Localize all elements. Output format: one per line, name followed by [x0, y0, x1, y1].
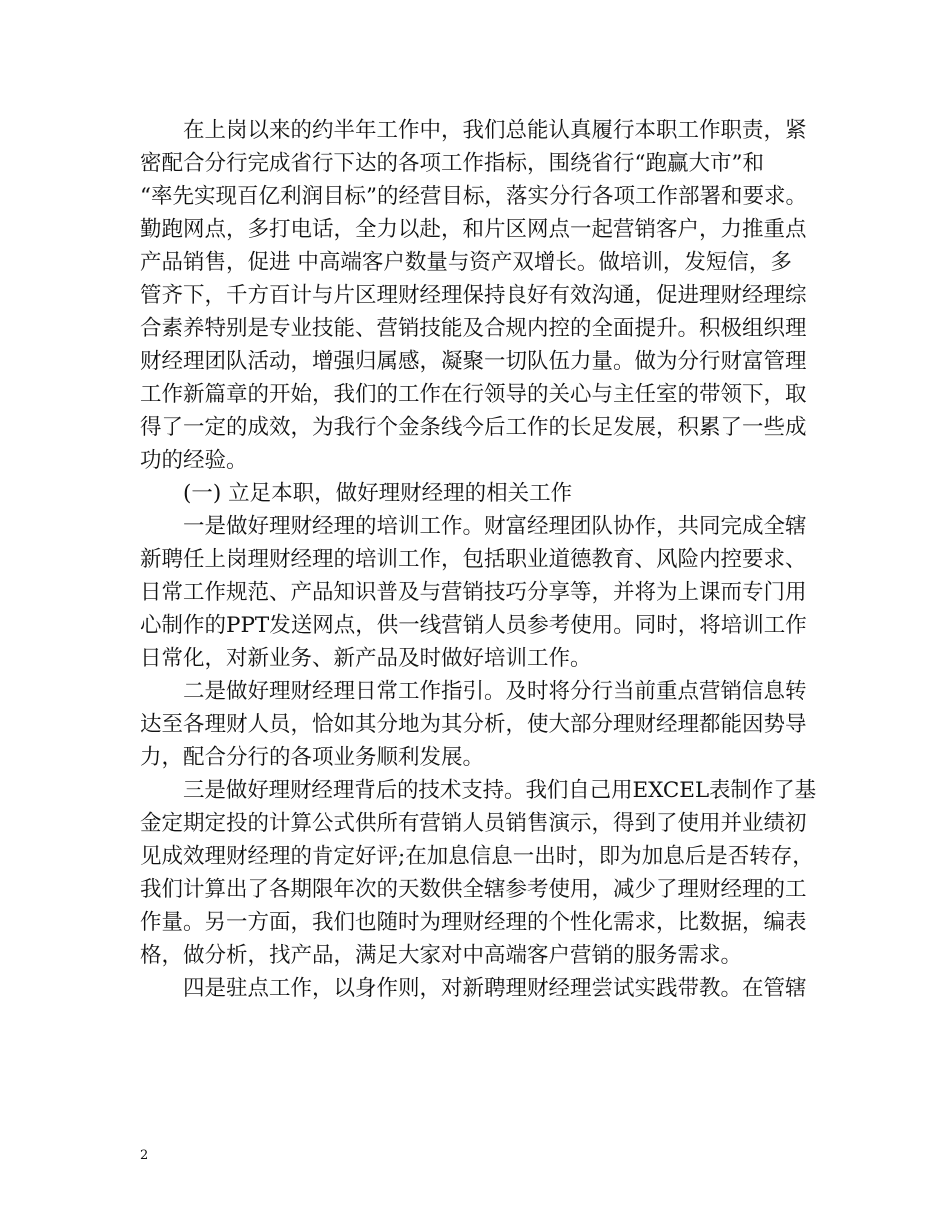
- text-line: 格，做分析，找产品，满足大家对中高端客户营销的服务需求。: [140, 943, 743, 968]
- text-line: 二是做好理财经理日常工作指引。及时将分行当前重点营销信息转: [183, 679, 807, 704]
- text-line: 功的经验。: [140, 448, 248, 473]
- text-line: 四是驻点工作，以身作则，对新聘理财经理尝试实践带教。在管辖: [183, 976, 807, 1001]
- text-line: 作量。另一方面，我们也随时为理财经理的个性化需求，比数据，编表: [140, 910, 807, 935]
- text-line: 在上岗以来的约半年工作中，我们总能认真履行本职工作职责，紧: [183, 118, 807, 143]
- text-line: 勤跑网点，多打电话，全力以赴，和片区网点一起营销客户，力推重点: [140, 217, 807, 242]
- text-line: 财经理团队活动，增强归属感，凝聚一切队伍力量。做为分行财富管理: [140, 349, 807, 374]
- text-line: 产品销售，促进 中高端客户数量与资产双增长。做培训，发短信，多: [140, 250, 792, 275]
- text-line: (一) 立足本职，做好理财经理的相关工作: [183, 481, 573, 506]
- body-text: [140, 114, 816, 1005]
- text-line: 见成效理财经理的肯定好评;在加息信息一出时，即为加息后是否转存，: [140, 844, 814, 869]
- text-line: 力，配合分行的各项业务顺利发展。: [140, 745, 485, 770]
- text-line: 心制作的PPT发送网点，供一线营销人员参考使用。同时，将培训工作: [140, 613, 807, 638]
- text-line: 我们计算出了各期限年次的天数供全辖参考使用，减少了理财经理的工: [140, 877, 807, 902]
- text-line: 日常化，对新业务、新产品及时做好培训工作。: [140, 646, 592, 671]
- text-line: 合素养特别是专业技能、营销技能及合规内控的全面提升。积极组织理: [140, 316, 807, 341]
- page-number: 2: [140, 1148, 149, 1163]
- text-line: 新聘任上岗理财经理的培训工作，包括职业道德教育、风险内控要求、: [140, 547, 807, 572]
- text-line: 管齐下，千方百计与片区理财经理保持良好有效沟通，促进理财经理综: [140, 283, 807, 308]
- text-line: 三是做好理财经理背后的技术支持。我们自己用EXCEL表制作了基: [183, 778, 817, 803]
- text-line: 工作新篇章的开始，我们的工作在行领导的关心与主任室的带领下，取: [140, 382, 807, 407]
- text-line: “率先实现百亿利润目标”的经营目标，落实分行各项工作部署和要求。: [140, 184, 807, 209]
- text-line: 得了一定的成效，为我行个金条线今后工作的长足发展，积累了一些成: [140, 415, 807, 440]
- text-line: 达至各理财人员，恰如其分地为其分析，使大部分理财经理都能因势导: [140, 712, 807, 737]
- text-line: 密配合分行完成省行下达的各项工作指标，围绕省行“跑赢大市”和: [140, 151, 764, 176]
- text-line: 日常工作规范、产品知识普及与营销技巧分享等，并将为上课而专门用: [140, 580, 807, 605]
- text-line: 金定期定投的计算公式供所有营销人员销售演示，得到了使用并业绩初: [140, 811, 807, 836]
- text-line: 一是做好理财经理的培训工作。财富经理团队协作，共同完成全辖: [183, 514, 807, 539]
